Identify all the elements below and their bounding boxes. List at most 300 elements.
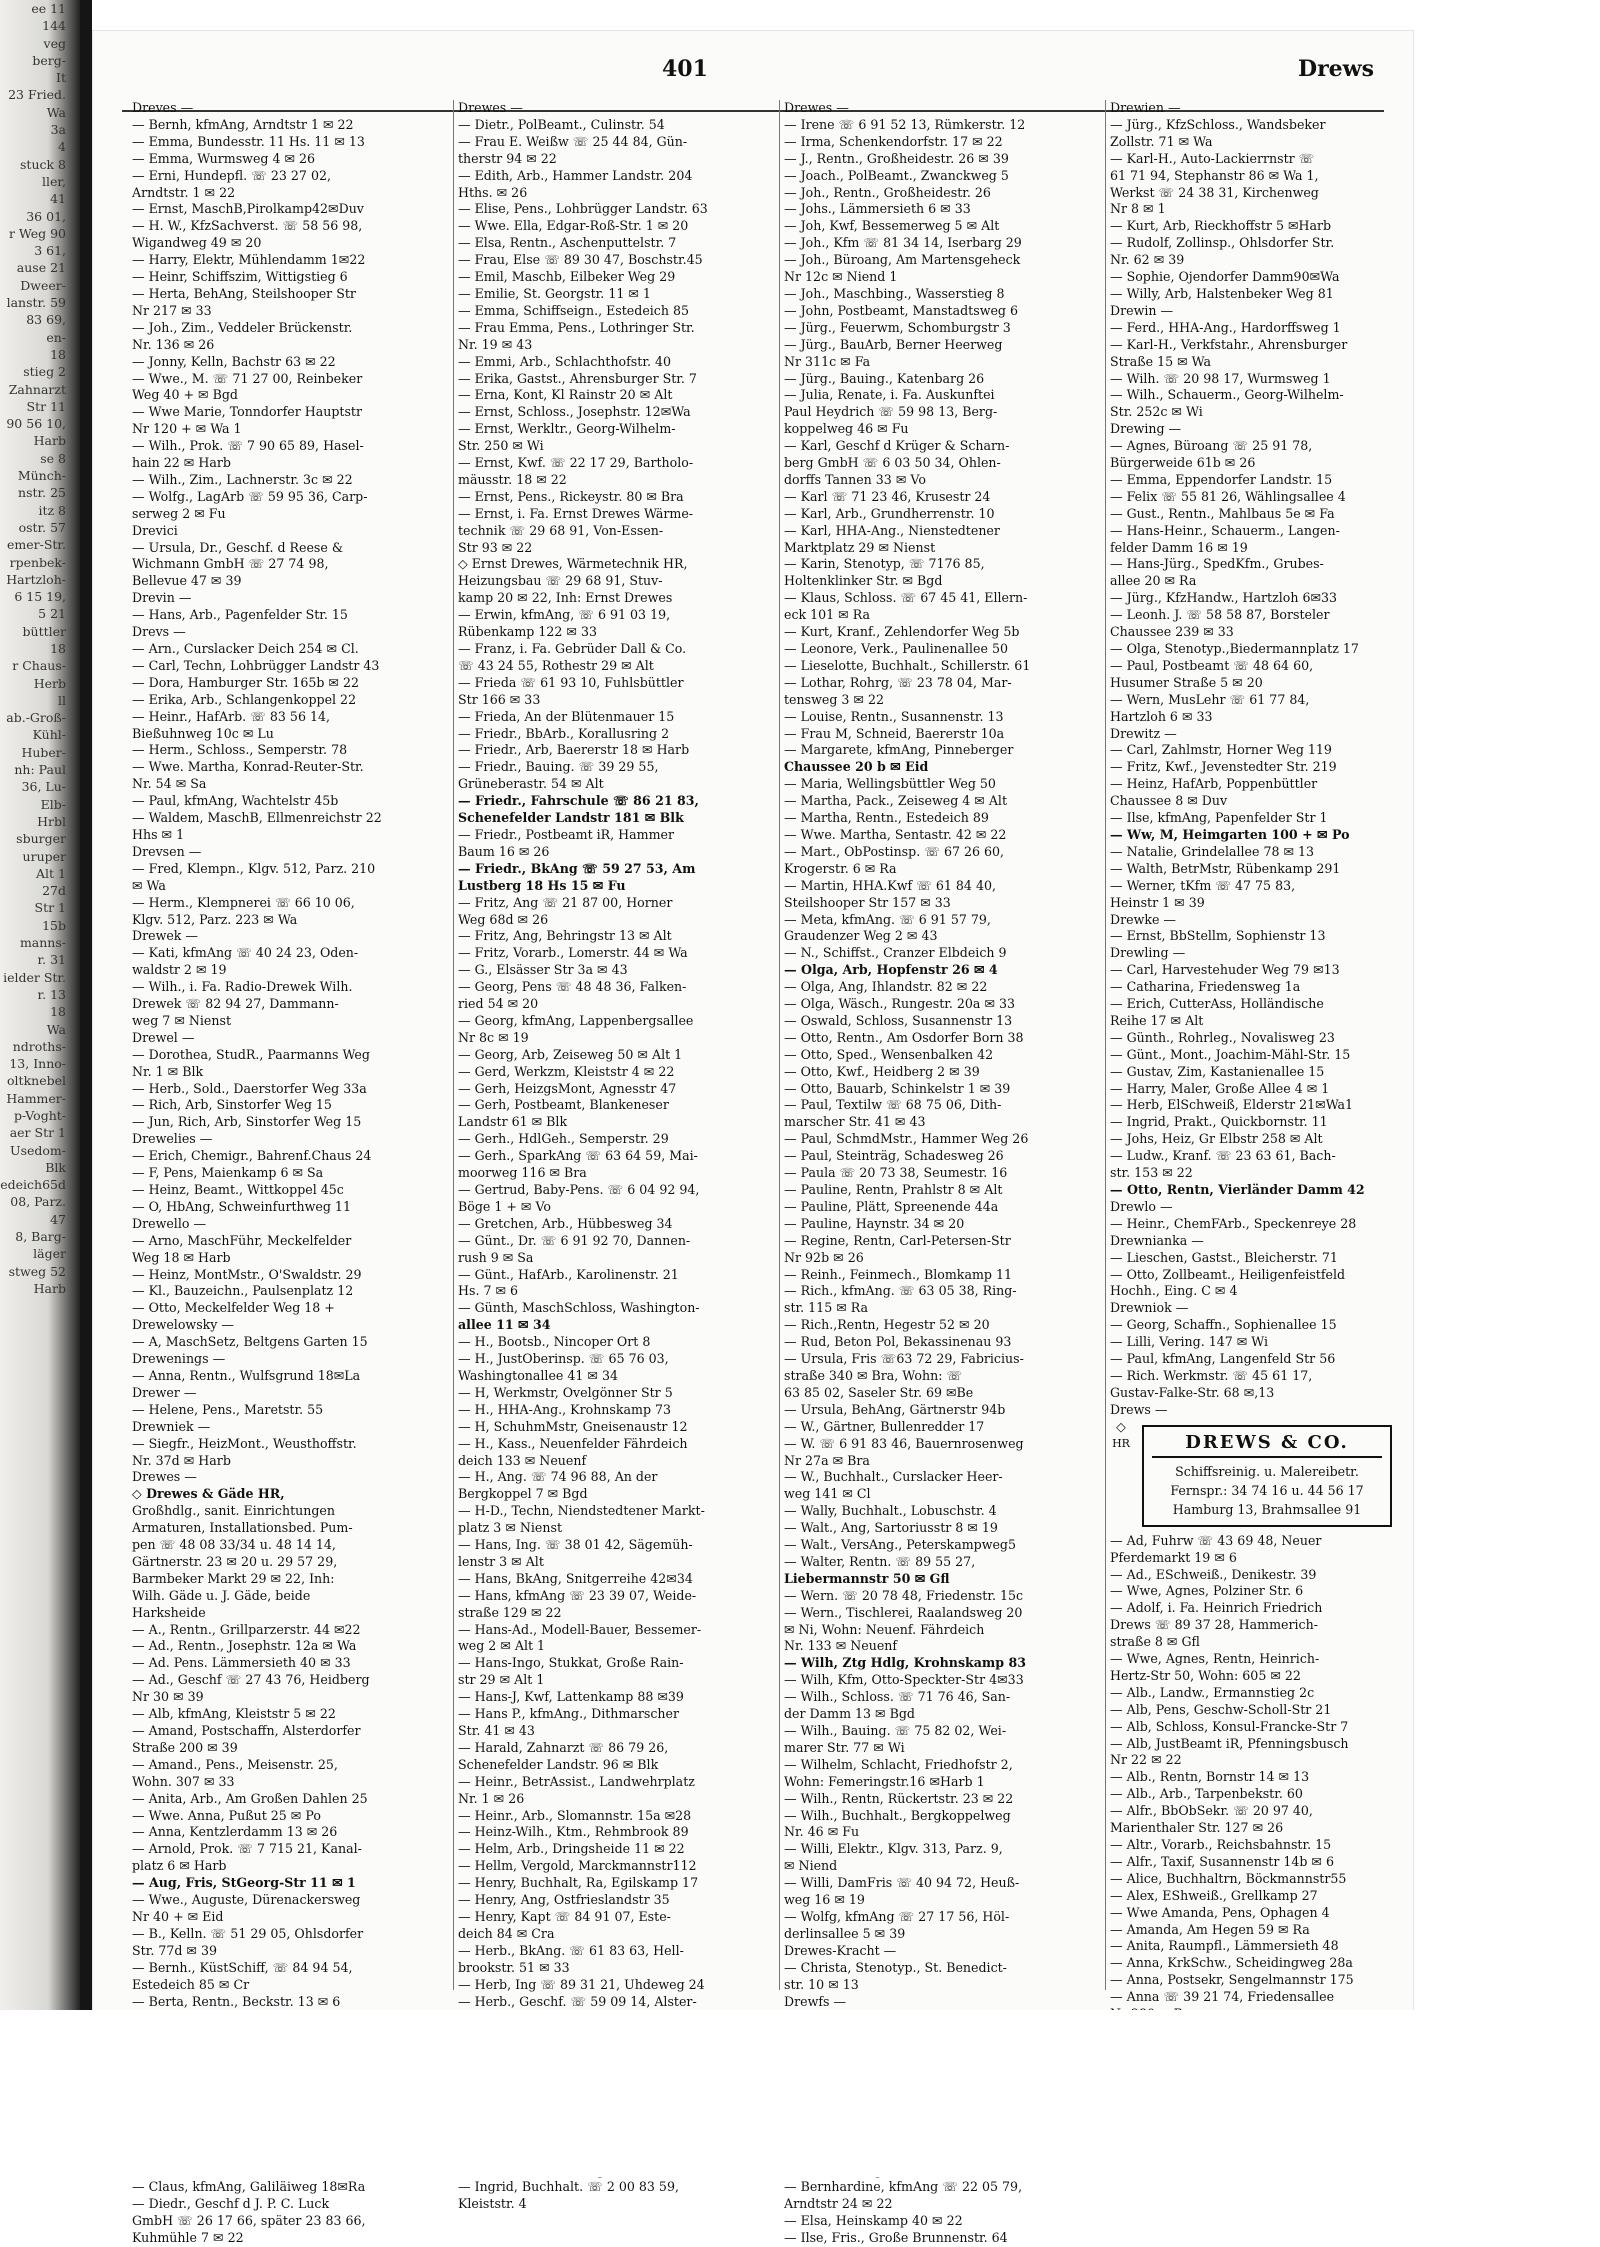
directory-entry-line: — Otto, Kwf., Heidberg 2 ✉ 39 — [784, 1063, 980, 1079]
directory-entry-line: — Frieda ☏ 61 93 10, Fuhlsbüttler — [458, 674, 684, 690]
directory-entry-line: ◇ Ernst Drewes, Wärmetechnik HR, — [458, 556, 688, 572]
directory-entry-line: — Ad., Rentn., Josephstr. 12a ✉ Wa — [132, 1638, 357, 1654]
directory-entry-line: Arndtstr. 1 ✉ 22 — [132, 184, 236, 200]
directory-entry-line: — Anna, Postsekr, Sengelmannstr 175 — [1110, 1972, 1354, 1988]
directory-entry-line: Nr. 1 ✉ 26 — [458, 1790, 525, 1806]
directory-entry-line: — Jürg., Feuerwm, Schomburgstr 3 — [784, 319, 1011, 335]
directory-entry-line: — Friedr., BkAng ☏ 59 27 53, Am — [458, 860, 696, 876]
directory-entry-line: Hths. ✉ 26 — [458, 184, 528, 200]
directory-entry-line: — Wwe, Agnes, Rentn, Heinrich- — [1110, 1651, 1320, 1667]
surname-heading: Drevsen — — [132, 843, 202, 859]
directory-entry-line: — Willi, DamFris ☏ 40 94 72, Heuß- — [784, 1875, 1020, 1891]
surname-heading: Drewel — — [132, 1029, 195, 1045]
surname-heading: Drewfs — — [784, 1993, 847, 2009]
directory-entry-line: — Leonore, Verk., Paulinenallee 50 — [784, 641, 1008, 656]
directory-entry-line: — Wilh. ☏ 20 98 17, Wurmsweg 1 — [1110, 370, 1331, 386]
directory-entry-line: Straße 200 ✉ 39 — [132, 1739, 238, 1755]
directory-entry-line: — Martin, HHA.Kwf ☏ 61 84 40, — [784, 877, 996, 893]
surname-heading: Drewes — — [132, 1469, 197, 1485]
directory-entry-line: pen ☏ 48 08 33/34 u. 48 14 14, — [132, 1537, 336, 1553]
directory-entry-line: — Otto, Meckelfelder Weg 18 + — [132, 1300, 335, 1316]
directory-entry-line: — Rich.,Rentn, Hegestr 52 ✉ 20 — [784, 1317, 990, 1333]
directory-entry-line: — Wwe. Anna, Pußut 25 ✉ Po — [132, 1807, 321, 1823]
directory-entry-line: — Wwe. Martha, Sentastr. 42 ✉ 22 — [784, 826, 1007, 842]
directory-entry-line: allee 11 ✉ 34 — [458, 1317, 551, 1333]
directory-entry-line: Barmbeker Markt 29 ✉ 22, Inh: — [132, 1570, 335, 1586]
directory-entry-line: — Wwe., M. ☏ 71 27 00, Reinbeker — [132, 370, 363, 386]
directory-entry-line: Nr 120 + ✉ Wa 1 — [132, 421, 242, 437]
directory-entry-line: Nr. 133 ✉ Neuenf — [784, 1638, 898, 1654]
directory-entry-line: — Wilh., Prok. ☏ 7 90 65 89, Hasel- — [132, 438, 364, 454]
edge-text-fragment: manns- — [19, 935, 66, 951]
directory-entry-line: — Herb, ElSchweiß, Elderstr 21✉Wa1 — [1110, 1097, 1354, 1113]
directory-entry-line: — H-D., Techn, Niendstedtener Markt- — [458, 1503, 705, 1519]
edge-text-fragment: ll — [58, 692, 66, 708]
directory-entry-line: Bellevue 47 ✉ 39 — [132, 573, 242, 589]
directory-entry-line: — Anna, Rentn., Wulfsgrund 18✉La — [132, 1367, 361, 1383]
directory-entry-line: — Heinz-Wilh., Ktm., Rehmbrook 89 — [458, 1824, 689, 1840]
directory-entry-line: — Margarete, kfmAng, Pinneberger — [784, 742, 1014, 758]
directory-entry-line: 61 71 94, Stephanstr 86 ✉ Wa 1, — [1110, 167, 1319, 183]
directory-entry-line: kamp 20 ✉ 22, Inh: Ernst Drewes — [458, 590, 673, 606]
directory-entry-line: therstr 94 ✉ 22 — [458, 150, 557, 166]
directory-entry-line: Graudenzer Weg 2 ✉ 43 — [784, 928, 938, 944]
directory-entry-line: — Paula ☏ 20 73 38, Seumestr. 16 — [784, 1165, 1008, 1181]
directory-entry-line: — Ferd., HHA-Ang., Hardorffsweg 1 — [1110, 319, 1341, 335]
directory-entry-line: — Meta, kfmAng. ☏ 6 91 57 79, — [784, 911, 991, 927]
directory-entry-line: Nr. 46 ✉ Fu — [784, 1824, 860, 1840]
directory-entry-line: — Paul, Steinträg, Schadesweg 26 — [784, 1148, 1004, 1164]
directory-entry-line: — Herb., BkAng. ☏ 61 83 63, Hell- — [458, 1942, 684, 1958]
directory-entry-line: — Gerh., HdlGeh., Semperstr. 29 — [458, 1131, 669, 1147]
edge-text-fragment: Alt 1 — [36, 865, 66, 881]
directory-entry-line: serweg 2 ✉ Fu — [132, 505, 226, 521]
directory-entry-line: — Elsa, Heinskamp 40 ✉ 22 — [784, 2213, 963, 2229]
edge-text-fragment: ielder Str. — [3, 969, 66, 985]
directory-entry-line: felder Damm 16 ✉ 19 — [1110, 539, 1248, 555]
directory-entry-line: — Gertrud, Baby-Pens. ☏ 6 04 92 94, — [458, 1182, 700, 1197]
edge-text-fragment: ostr. 57 — [18, 519, 66, 535]
edge-text-fragment: 90 56 10, — [6, 416, 66, 432]
directory-entry-line: — Natalie, Grindelallee 78 ✉ 13 — [1110, 843, 1315, 859]
edge-text-fragment: stweg 52 — [8, 1263, 66, 1279]
directory-entry-line: — Dorothea, StudR., Paarmanns Weg — [132, 1046, 370, 1062]
directory-entry-line: — Harald, Zahnarzt ☏ 86 79 26, — [458, 1739, 669, 1755]
directory-entry-line: — Werner, tKfm ☏ 47 75 83, — [1110, 877, 1296, 893]
directory-entry-line: Str 166 ✉ 33 — [458, 691, 541, 707]
directory-entry-line: — Paul, SchmdMstr., Hammer Weg 26 — [784, 1131, 1029, 1147]
directory-entry-line: — Wilh., Buchhalt., Bergkoppelweg — [784, 1807, 1011, 1823]
directory-entry-line: — Otto, Sped., Wensenbalken 42 — [784, 1046, 994, 1062]
directory-entry-line: — Joh, Kwf, Bessemerweg 5 ✉ Alt — [784, 218, 1000, 234]
directory-entry-line: — H, Werkmstr, Ovelgönner Str 5 — [458, 1384, 673, 1400]
directory-entry-line: — Franz, i. Fa. Gebrüder Dall & Co. — [458, 641, 687, 656]
directory-entry-line: — Emmi, Arb., Schlachthofstr. 40 — [458, 353, 671, 369]
directory-entry-line: — Anna, Kentzlerdamm 13 ✉ 26 — [132, 1824, 338, 1840]
page-number: 401 — [662, 56, 708, 82]
directory-entry-line: — Regine, Rentn, Carl-Petersen-Str — [784, 1232, 1011, 1248]
surname-heading: Drewes-Kracht — — [784, 1942, 897, 1958]
directory-entry-line: — Jürg., Bauing., Katenbarg 26 — [784, 370, 985, 386]
directory-entry-line: — Arno, MaschFühr, Meckelfelder — [132, 1232, 352, 1248]
directory-entry-line: eck 101 ✉ Ra — [784, 607, 871, 623]
directory-entry-line: — Adolf, i. Fa. Heinrich Friedrich — [1110, 1600, 1323, 1616]
directory-entry-line: rush 9 ✉ Sa — [458, 1249, 534, 1265]
directory-entry-line: Wigandweg 49 ✉ 20 — [132, 235, 262, 251]
directory-entry-line: Drewek ☏ 82 94 27, Dammann- — [132, 996, 339, 1012]
directory-entry-line: deich 84 ✉ Cra — [458, 1925, 555, 1941]
edge-text-fragment: p-Voght- — [13, 1108, 66, 1123]
directory-entry-line: — Irene ☏ 6 91 52 13, Rümkerstr. 12 — [784, 116, 1026, 132]
directory-entry-line: — Alb, JustBeamt iR, Pfenningsbusch — [1110, 1735, 1349, 1751]
directory-entry-line: — Alb, Pens, Geschw-Scholl-Str 21 — [1110, 1701, 1332, 1717]
directory-entry-line: — Wwe. Martha, Konrad-Reuter-Str. — [132, 759, 364, 775]
directory-entry-line: — Anna, KrkSchw., Scheidingweg 28a — [1110, 1955, 1353, 1971]
edge-text-fragment: It — [56, 70, 66, 86]
directory-entry-line: — Alfr., Taxif, Susannenstr 14b ✉ 6 — [1110, 1853, 1335, 1869]
directory-entry-line: — Paul, kfmAng, Wachtelstr 45b — [132, 793, 339, 809]
directory-entry-line: — Diedr., Geschf d J. P. C. Luck — [132, 2196, 330, 2212]
directory-entry-line: — Fritz, Vorarb., Lomerstr. 44 ✉ Wa — [458, 945, 688, 961]
directory-entry-line: — Lieschen, Gastst., Bleicherstr. 71 — [1110, 1249, 1338, 1265]
edge-text-fragment: stuck 8 — [20, 156, 66, 172]
directory-entry-line: Baum 16 ✉ 26 — [458, 843, 550, 859]
edge-text-fragment: 36 01, — [26, 208, 66, 224]
directory-entry-line: Wohn. 307 ✉ 33 — [132, 1773, 235, 1789]
edge-text-fragment: stieg 2 — [23, 364, 66, 380]
edge-text-fragment: 41 — [50, 191, 66, 207]
directory-entry-line: — Pauline, Plätt, Spreenende 44a — [784, 1198, 999, 1214]
directory-entry-line: Weg 68d ✉ 26 — [458, 911, 549, 927]
directory-entry-line: hain 22 ✉ Harb — [132, 455, 231, 471]
directory-entry-line: — Lothar, Rohrg, ☏ 23 78 04, Mar- — [784, 674, 1012, 690]
directory-entry-line: — Irma, Schenkendorfstr. 17 ✉ 22 — [784, 133, 1003, 149]
directory-entry-line: Wilh. Gäde u. J. Gäde, beide — [132, 1587, 311, 1603]
column-2 — [458, 100, 774, 2212]
directory-entry-line: — O, HbAng, Schweinfurthweg 11 — [132, 1198, 351, 1214]
directory-entry-line: dorffs Tannen 33 ✉ Vo — [784, 471, 926, 487]
directory-entry-line: — Wally, Buchhalt., Lobuschstr. 4 — [784, 1503, 997, 1519]
ad-title: DREWS & CO. — [1152, 1433, 1382, 1458]
directory-entry-line: Nr 12c ✉ Niend 1 — [784, 269, 898, 285]
edge-text-fragment: Hartzloh- — [6, 571, 66, 587]
directory-entry-line: GmbH ☏ 26 17 66, später 23 83 66, — [132, 2213, 366, 2229]
directory-entry-line: marscher Str. 41 ✉ 43 — [784, 1114, 926, 1130]
directory-entry-line: platz 3 ✉ Nienst — [458, 1520, 563, 1536]
edge-text-fragment: büttler — [22, 623, 66, 639]
directory-entry-line: — Gust., Rentn., Mahlbaus 5e ✉ Fa — [1110, 505, 1335, 521]
directory-entry-line: — Wwe., Auguste, Dürenackersweg — [132, 1892, 361, 1908]
directory-entry-line: — Waldem, MaschB, Ellmenreichstr 22 — [132, 810, 382, 826]
directory-entry-line: moorweg 116 ✉ Bra — [458, 1165, 587, 1181]
directory-entry-line: Chaussee 20 b ✉ Eid — [784, 759, 929, 775]
directory-entry-line: Heinstr 1 ✉ 39 — [1110, 894, 1205, 910]
ad-marker-icon: ◇ — [1116, 1418, 1126, 1434]
edge-text-fragment: Usedom- — [10, 1142, 66, 1158]
directory-entry-line: Kleiststr. 4 — [458, 2196, 527, 2212]
directory-entry-line: — Walter, Rentn. ☏ 89 55 27, — [784, 1553, 976, 1569]
directory-entry-line: — Emil, Maschb, Eilbeker Weg 29 — [458, 269, 676, 285]
directory-entry-line: — Henry, Ang, Ostfrieslandstr 35 — [458, 1892, 670, 1908]
directory-entry-line: Hartzloh 6 ✉ 33 — [1110, 708, 1213, 724]
directory-entry-line: — Friedr., BbArb., Korallusring 2 — [458, 725, 670, 741]
directory-entry-line: — Carl, Techn, Lohbrügger Landstr 43 — [132, 657, 380, 673]
directory-entry-line: — Joh., Maschbing., Wasserstieg 8 — [784, 285, 1005, 301]
directory-entry-line: Straße 15 ✉ Wa — [1110, 353, 1212, 369]
directory-entry-line: — Alb., Rentn, Bornstr 14 ✉ 13 — [1110, 1769, 1310, 1785]
directory-entry-line: Arndtstr 24 ✉ 22 — [784, 2196, 893, 2212]
directory-entry-line: Hertz-Str 50, Wohn: 605 ✉ 22 — [1110, 1667, 1301, 1683]
directory-entry-line: — Harry, Maler, Große Allee 4 ✉ 1 — [1110, 1080, 1330, 1096]
directory-entry-line: — Wilh, Kfm, Otto-Speckter-Str 4✉33 — [784, 1672, 1024, 1688]
directory-entry-line: — Günt., HafArb., Karolinenstr. 21 — [458, 1266, 679, 1282]
directory-entry-line: — Joh., Rentn., Großheidestr. 26 — [784, 184, 991, 200]
directory-entry-line: — B., Kelln. ☏ 51 29 05, Ohlsdorfer — [132, 1925, 364, 1941]
directory-entry-line: — Aug, Fris, StGeorg-Str 11 ✉ 1 — [132, 1875, 356, 1891]
directory-entry-line: — H., JustOberinsp. ☏ 65 76 03, — [458, 1351, 669, 1367]
directory-entry-line: — Hans-J, Kwf, Lattenkamp 88 ✉39 — [458, 1689, 684, 1705]
directory-entry-line: — H. W., KfzSachverst. ☏ 58 56 98, — [132, 218, 363, 234]
directory-entry-line: Heizungsbau ☏ 29 68 91, Stuv- — [458, 573, 663, 589]
edge-text-fragment: 8, Barg- — [15, 1229, 66, 1245]
edge-text-fragment: r. 13 — [37, 986, 66, 1002]
edge-text-fragment: 18 — [50, 346, 66, 362]
directory-entry-line: Holtenklinker Str. ✉ Bgd — [784, 573, 943, 589]
directory-entry-line: Str. 252c ✉ Wi — [1110, 404, 1203, 420]
directory-entry-line: Landstr 61 ✉ Blk — [458, 1114, 568, 1130]
edge-text-fragment: Herb — [33, 675, 66, 691]
directory-entry-line: — Reinh., Feinmech., Blomkamp 11 — [784, 1266, 1012, 1282]
directory-entry-line: — Joach., PolBeamt., Zwanckweg 5 — [784, 167, 1009, 183]
directory-entry-line: — Willi, Elektr., Klgv. 313, Parz. 9, — [784, 1841, 1003, 1857]
directory-entry-line: Bürgerweide 61b ✉ 26 — [1110, 455, 1256, 471]
directory-entry-line: — Ad. Pens. Lämmersieth 40 ✉ 33 — [132, 1655, 351, 1671]
directory-entry-line: — Oswald, Schloss, Susannenstr 13 — [784, 1012, 1013, 1028]
directory-entry-line: marer Str. 77 ✉ Wi — [784, 1739, 905, 1755]
edge-text-fragment: 08, Parz. — [10, 1194, 66, 1210]
directory-entry-line: — H., HHA-Ang., Krohnskamp 73 — [458, 1401, 672, 1417]
directory-entry-line: — Alice, Buchhaltrn, Böckmannstr55 — [1110, 1870, 1347, 1886]
directory-entry-line: — Alex, EShweiß., Grellkamp 27 — [1110, 1887, 1318, 1903]
ad-line: Hamburg 13, Brahmsallee 91 — [1172, 1501, 1362, 1517]
ad-line: Schiffsreinig. u. Malereibetr. — [1175, 1463, 1359, 1479]
directory-entry-line: — Frieda, An der Blütenmauer 15 — [458, 708, 675, 724]
directory-entry-line: — Wilh., Bauing. ☏ 75 82 02, Wei- — [784, 1723, 1007, 1738]
directory-entry-line: — Friedr., Fahrschule ☏ 86 21 83, — [458, 793, 699, 809]
edge-text-fragment: emer-Str. — [6, 537, 66, 553]
directory-entry-line: — Agnes, Büroang ☏ 25 91 78, — [1110, 438, 1313, 454]
directory-entry-line: Str. 77d ✉ 39 — [132, 1942, 218, 1958]
directory-entry-line: — Erna, Kont, Kl Rainstr 20 ✉ Alt — [458, 387, 673, 403]
directory-entry-line: Bießuhnweg 10c ✉ Lu — [132, 725, 274, 741]
directory-entry-line: — Wolfg., LagArb ☏ 59 95 36, Carp- — [132, 488, 368, 504]
directory-entry-line: ✉ Wa — [132, 877, 166, 893]
directory-entry-line: — Jürg., KfzSchloss., Wandsbeker — [1110, 116, 1326, 132]
surname-heading: Drewniek — — [132, 1418, 211, 1434]
edge-text-fragment: 13, Inno- — [9, 1056, 66, 1072]
directory-entry-line: — Hans-Ingo, Stukkat, Große Rain- — [458, 1655, 684, 1671]
directory-entry-line: technik ☏ 29 68 91, Von-Essen- — [458, 522, 664, 538]
directory-entry-line: — Otto, Bauarb, Schinkelstr 1 ✉ 39 — [784, 1080, 1011, 1096]
directory-entry-line: — Mart., ObPostinsp. ☏ 67 26 60, — [784, 843, 1005, 859]
edge-text-fragment: r Chaus- — [12, 658, 66, 674]
edge-text-fragment: 4 — [58, 139, 66, 155]
directory-entry-line: — Erika, Gastst., Ahrensburger Str. 7 — [458, 370, 697, 386]
directory-entry-line: Chaussee 8 ✉ Duv — [1110, 793, 1228, 809]
directory-entry-line: Drevici — [132, 522, 178, 538]
directory-entry-line: — Amand, Postschaffn, Alsterdorfer — [132, 1723, 361, 1738]
directory-entry-line: Hhs ✉ 1 — [132, 826, 185, 842]
directory-entry-line: — Martha, Pack., Zeiseweg 4 ✉ Alt — [784, 793, 1008, 809]
advertisement-box — [1142, 1425, 1392, 1527]
directory-entry-line: Rübenkamp 122 ✉ 33 — [458, 624, 597, 640]
directory-entry-line: — Fritz, Ang, Behringstr 13 ✉ Alt — [458, 928, 672, 944]
directory-entry-line: — Klaus, Schloss. ☏ 67 45 41, Ellern- — [784, 590, 1028, 606]
directory-entry-line: — Pauline, Rentn, Prahlstr 8 ✉ Alt — [784, 1182, 1003, 1197]
edge-text-fragment: 23 Fried. — [8, 87, 66, 103]
surname-heading: Dreves — — [132, 100, 194, 115]
directory-entry-line: — Wilh., Rentn, Rückertstr. 23 ✉ 22 — [784, 1790, 1014, 1806]
directory-entry-line: — Hans, kfmAng ☏ 23 39 07, Weide- — [458, 1587, 697, 1603]
edge-text-fragment: Münch- — [17, 468, 66, 484]
directory-entry-line: — Dietr., PolBeamt., Culinstr. 54 — [458, 116, 665, 132]
directory-entry-line: — W., Gärtner, Bullenredder 17 — [784, 1418, 985, 1434]
directory-entry-line: ◇ Drewes & Gäde HR, — [132, 1486, 285, 1502]
directory-entry-line: — Heinr., ChemFArb., Speckenreye 28 — [1110, 1215, 1357, 1231]
directory-entry-line: — Louise, Rentn., Susannenstr. 13 — [784, 708, 1004, 724]
directory-entry-line: — Kurt, Kranf., Zehlendorfer Weg 5b — [784, 624, 1020, 640]
directory-entry-line: — Herm., Klempnerei ☏ 66 10 06, — [132, 894, 355, 910]
directory-entry-line: — Jürg., KfzHandw., Hartzloh 6✉33 — [1110, 590, 1338, 606]
directory-entry-line: — Gretchen, Arb., Hübbesweg 34 — [458, 1215, 673, 1231]
directory-entry-line: Reihe 17 ✉ Alt — [1110, 1012, 1204, 1028]
directory-entry-line: Nr 30 ✉ 39 — [132, 1689, 204, 1705]
directory-entry-line: lenstr 3 ✉ Alt — [458, 1553, 544, 1569]
surname-heading: Drewes — — [458, 100, 523, 115]
directory-entry-line: Hs. 7 ✉ 6 — [458, 1283, 519, 1299]
directory-entry-line: — Arn., Curslacker Deich 254 ✉ Cl. — [132, 641, 359, 656]
edge-text-fragment: 83 69, — [26, 312, 66, 328]
directory-entry-line: — Rudolf, Zollinsp., Ohlsdorfer Str. — [1110, 235, 1335, 251]
directory-entry-line: — Martha, Rentn., Estedeich 89 — [784, 810, 989, 826]
directory-entry-line: Nr. 19 ✉ 43 — [458, 336, 533, 352]
edge-text-fragment: Huber- — [21, 744, 66, 760]
directory-entry-line: — Elise, Pens., Lohbrügger Landstr. 63 — [458, 201, 708, 217]
directory-entry-line: berg GmbH ☏ 6 03 50 34, Ohlen- — [784, 455, 1001, 471]
edge-text-fragment: Zahnarzt — [8, 381, 66, 397]
directory-entry-line: — Amand., Pens., Meisenstr. 25, — [132, 1756, 338, 1772]
directory-entry-line: Nr 22 ✉ 22 — [1110, 1752, 1182, 1768]
surname-heading: Drewing — — [1110, 421, 1182, 437]
surname-heading: Drewello — — [132, 1215, 207, 1231]
directory-entry-line: Wichmann GmbH ☏ 27 74 98, — [132, 556, 329, 572]
directory-entry-line: — Karl, Arb., Grundherrenstr. 10 — [784, 505, 995, 521]
edge-text-fragment: 3a — [50, 122, 66, 138]
edge-text-fragment: 18 — [50, 640, 66, 656]
surname-heading: Drevs — — [132, 624, 186, 640]
directory-entry-line: — Erika, Arb., Schlangenkoppel 22 — [132, 691, 357, 707]
directory-entry-line: — Kati, kfmAng ☏ 40 24 23, Oden- — [132, 945, 359, 961]
directory-entry-line: Nr. 136 ✉ 26 — [132, 336, 215, 352]
directory-entry-line: — Alb, Schloss, Konsul-Francke-Str 7 — [1110, 1718, 1349, 1734]
directory-entry-line: Nr 8c ✉ 19 — [458, 1029, 529, 1045]
directory-entry-line: — Dora, Hamburger Str. 165b ✉ 22 — [132, 674, 359, 690]
directory-entry-line: — Alb., Landw., Ermannstieg 2c — [1110, 1684, 1315, 1700]
directory-entry-line: — Paul, Postbeamt ☏ 48 64 60, — [1110, 657, 1314, 673]
edge-text-fragment: Harb — [33, 433, 66, 449]
column-divider — [453, 100, 454, 1990]
directory-entry-line: — Ingrid, Buchhalt. ☏ 2 00 83 59, — [458, 2179, 679, 2195]
edge-text-fragment: 144 — [42, 18, 66, 34]
directory-entry-line: — Günt., Dr. ☏ 6 91 92 70, Dannen- — [458, 1232, 691, 1248]
directory-entry-line: — Carl, Harvestehuder Weg 79 ✉13 — [1110, 962, 1340, 978]
edge-text-fragment: en- — [46, 329, 66, 345]
directory-entry-line: — Joh., Zim., Veddeler Brückenstr. — [132, 319, 353, 335]
directory-entry-line: — Ernst, MaschB,Pirolkamp42✉Duv — [132, 201, 364, 217]
directory-entry-line: — Rud, Beton Pol, Bekassinenau 93 — [784, 1334, 1012, 1350]
directory-entry-line: — Karl, HHA-Ang., Nienstedtener — [784, 522, 1000, 538]
directory-entry-line: — Herb., Sold., Daerstorfer Weg 33a — [132, 1080, 367, 1096]
directory-entry-line: Str 93 ✉ 22 — [458, 539, 533, 555]
directory-entry-line: — Wern, MusLehr ☏ 61 77 84, — [1110, 691, 1310, 707]
directory-entry-line: — Olga, Ang, Ihlandstr. 82 ✉ 22 — [784, 979, 988, 995]
edge-text-fragment: nh: Paul — [14, 762, 66, 778]
directory-entry-line: Krogerstr. 6 ✉ Ra — [784, 860, 897, 876]
directory-entry-line: Chaussee 239 ✉ 33 — [1110, 624, 1234, 640]
directory-entry-line: — Herb, Ing ☏ 89 31 21, Uhdeweg 24 — [458, 1976, 705, 1992]
directory-entry-line: ✉ Niend — [784, 1858, 838, 1874]
edge-text-fragment: oltknebel — [7, 1073, 66, 1089]
directory-entry-line: Bergkoppel 7 ✉ Bgd — [458, 1486, 588, 1502]
directory-entry-line: — Karl-H., Verkfstahr., Ahrensburger — [1110, 336, 1348, 352]
ad-line: Fernspr.: 34 74 16 u. 44 56 17 — [1170, 1482, 1364, 1498]
directory-entry-line: mäusstr. 18 ✉ 22 — [458, 471, 567, 487]
directory-entry-line: Nr 40 + ✉ Eid — [132, 1908, 224, 1924]
edge-text-fragment: edeich65d — [0, 1177, 66, 1193]
directory-entry-line: — Wilhelm, Schlacht, Friedhofstr 2, — [784, 1756, 1013, 1772]
directory-entry-line: Nr. 1 ✉ Blk — [132, 1063, 204, 1079]
directory-entry-line: Böge 1 + ✉ Vo — [458, 1198, 552, 1214]
directory-entry-line: — Walt., VersAng., Peterskampweg5 — [784, 1537, 1017, 1553]
directory-entry-line: — Arnold, Prok. ☏ 7 715 21, Kanal- — [132, 1841, 362, 1857]
directory-entry-line: — Gerd, Werkzm, Kleiststr 4 ✉ 22 — [458, 1063, 675, 1079]
directory-entry-line: brookstr. 51 ✉ 33 — [458, 1959, 570, 1975]
directory-entry-line: — Altr., Vorarb., Reichsbahnstr. 15 — [1110, 1837, 1332, 1852]
surname-heading: Drewelowsky — — [132, 1317, 234, 1333]
directory-entry-line: — Helene, Pens., Maretstr. 55 — [132, 1401, 324, 1417]
directory-entry-line: — Jonny, Kelln, Bachstr 63 ✉ 22 — [132, 353, 336, 369]
edge-text-fragment: läger — [33, 1246, 66, 1262]
directory-entry-line: waldstr 2 ✉ 19 — [132, 962, 227, 978]
directory-entry-line: — Heinz, Beamt., Wittkoppel 45c — [132, 1182, 344, 1197]
directory-entry-line: — Frau, Else ☏ 89 30 47, Boschstr.45 — [458, 252, 703, 268]
directory-entry-line: — Wern., Tischlerei, Raalandsweg 20 — [784, 1604, 1023, 1620]
directory-entry-line: Schenefelder Landstr 181 ✉ Blk — [458, 810, 684, 826]
directory-entry-line: — Erich, Chemigr., Bahrenf.Chaus 24 — [132, 1148, 372, 1164]
directory-entry-line: derlinsallee 5 ✉ 39 — [784, 1925, 906, 1941]
surname-heading: Drewlo — — [1110, 1198, 1173, 1214]
directory-entry-line: — Carl, Zahlmstr, Horner Weg 119 — [1110, 742, 1332, 758]
directory-entry-line: — Anna ☏ 39 21 74, Friedensallee — [1110, 1989, 1335, 2005]
surname-heading: Drevin — — [132, 590, 192, 606]
directory-entry-line: Hochh., Eing. C ✉ 4 — [1110, 1283, 1238, 1299]
directory-entry-line: — H, SchuhmMstr, Gneisenaustr 12 — [458, 1418, 688, 1434]
directory-entry-line: — H., Bootsb., Nincoper Ort 8 — [458, 1334, 651, 1350]
directory-entry-line: — Alb., Arb., Tarpenbekstr. 60 — [1110, 1786, 1303, 1802]
directory-entry-line: allee 20 ✉ Ra — [1110, 573, 1197, 589]
directory-entry-line: — Catharina, Friedensweg 1a — [1110, 979, 1301, 995]
ad-code: HR — [1112, 1436, 1130, 1450]
